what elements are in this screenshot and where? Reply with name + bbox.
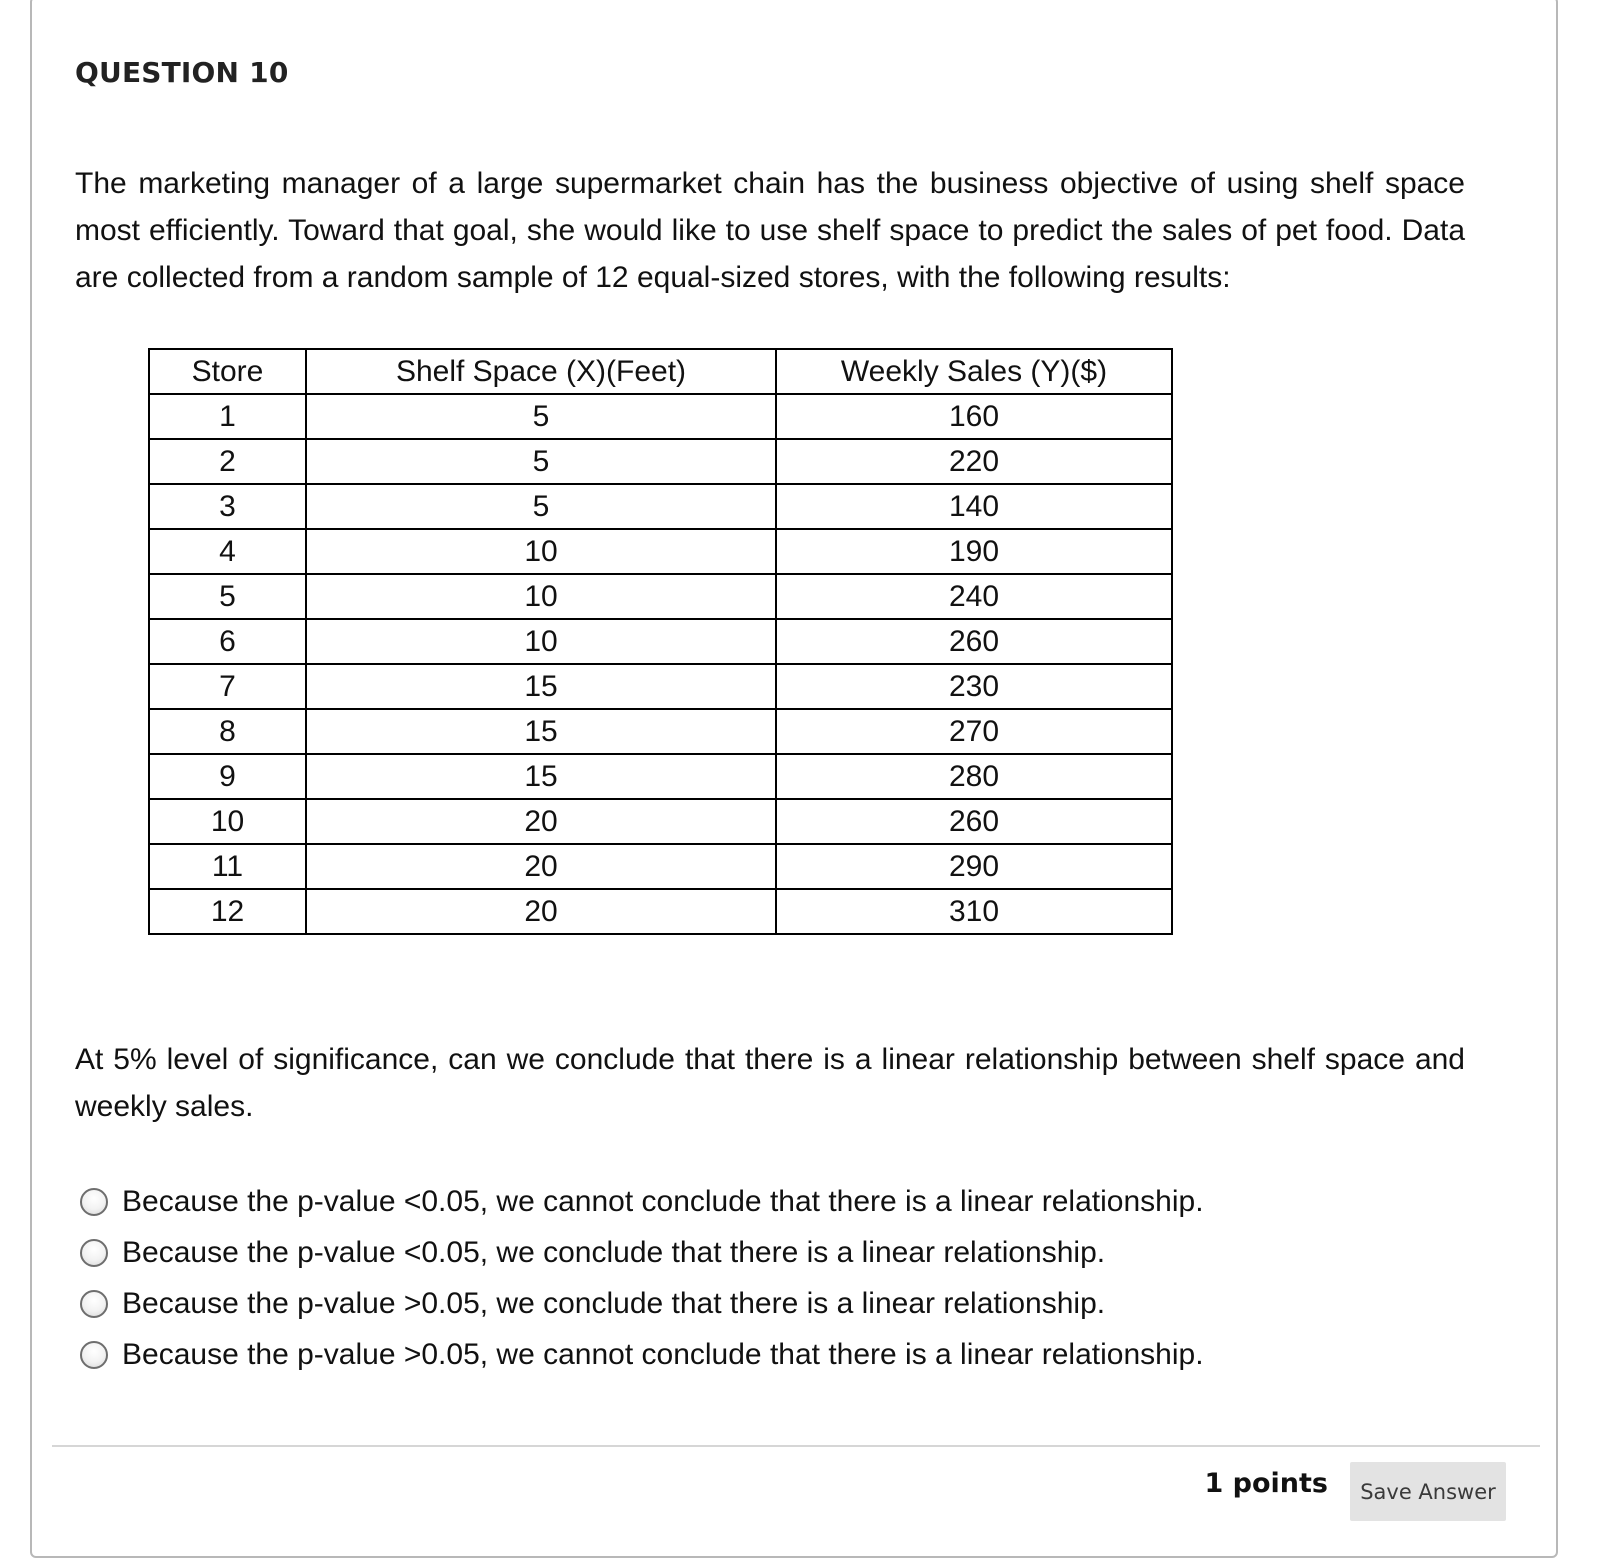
points-label: 1 points <box>1204 1468 1328 1499</box>
cell-shelf-space: 20 <box>306 844 776 889</box>
question-prompt: At 5% level of significance, can we conclude that there is a linear relationship between shelf space and weekly sales. <box>75 1043 1465 1123</box>
cell-store: 9 <box>149 754 306 799</box>
cell-store: 1 <box>149 394 306 439</box>
header-weekly-sales: Weekly Sales (Y)($) <box>776 349 1172 394</box>
cell-store: 7 <box>149 664 306 709</box>
cell-store: 11 <box>149 844 306 889</box>
question-intro: The marketing manager of a large supermarket chain has the business objective of using shelf space most efficiently. Toward that goal, she would like to use shelf space to predict the sales of pet food. Data are collected from a random sample of 12 equal-sized stores, with the following results: <box>75 167 1465 294</box>
cell-shelf-space: 15 <box>306 664 776 709</box>
table-row <box>149 844 1172 889</box>
radio-button[interactable] <box>80 1239 108 1267</box>
cell-store: 4 <box>149 529 306 574</box>
answer-option-4[interactable] <box>80 1329 1204 1380</box>
question-title: QUESTION 10 <box>75 56 289 89</box>
radio-button[interactable] <box>80 1290 108 1318</box>
cell-weekly-sales: 290 <box>776 844 1172 889</box>
table-row <box>149 889 1172 934</box>
cell-weekly-sales: 310 <box>776 889 1172 934</box>
cell-store: 6 <box>149 619 306 664</box>
answer-options <box>80 1176 1204 1380</box>
answer-option-3[interactable] <box>80 1278 1204 1329</box>
cell-store: 12 <box>149 889 306 934</box>
cell-shelf-space: 20 <box>306 799 776 844</box>
table-header-row <box>149 349 1172 394</box>
cell-store: 3 <box>149 484 306 529</box>
table-row <box>149 664 1172 709</box>
header-store: Store <box>149 349 306 394</box>
cell-shelf-space: 15 <box>306 754 776 799</box>
cell-shelf-space: 5 <box>306 439 776 484</box>
cell-shelf-space: 10 <box>306 529 776 574</box>
table-row <box>149 754 1172 799</box>
answer-option-label[interactable]: Because the p-value >0.05, we cannot conclude that there is a linear relationship. <box>122 1337 1204 1371</box>
table-row <box>149 619 1172 664</box>
cell-store: 10 <box>149 799 306 844</box>
table-row <box>149 484 1172 529</box>
answer-option-2[interactable] <box>80 1227 1204 1278</box>
answer-option-label[interactable]: Because the p-value <0.05, we cannot conclude that there is a linear relationship. <box>122 1184 1204 1218</box>
table-row <box>149 709 1172 754</box>
cell-shelf-space: 5 <box>306 484 776 529</box>
radio-button[interactable] <box>80 1188 108 1216</box>
answer-option-label[interactable]: Because the p-value <0.05, we conclude that there is a linear relationship. <box>122 1235 1106 1269</box>
cell-weekly-sales: 280 <box>776 754 1172 799</box>
table-row <box>149 799 1172 844</box>
header-shelf-space: Shelf Space (X)(Feet) <box>306 349 776 394</box>
cell-store: 2 <box>149 439 306 484</box>
answer-option-label[interactable]: Because the p-value >0.05, we conclude that there is a linear relationship. <box>122 1286 1106 1320</box>
table-row <box>149 529 1172 574</box>
cell-weekly-sales: 190 <box>776 529 1172 574</box>
cell-weekly-sales: 140 <box>776 484 1172 529</box>
cell-shelf-space: 15 <box>306 709 776 754</box>
radio-button[interactable] <box>80 1341 108 1369</box>
cell-weekly-sales: 270 <box>776 709 1172 754</box>
save-answer-button[interactable]: Save Answer <box>1350 1462 1506 1521</box>
table-row <box>149 574 1172 619</box>
cell-weekly-sales: 260 <box>776 619 1172 664</box>
cell-weekly-sales: 160 <box>776 394 1172 439</box>
table-row <box>149 439 1172 484</box>
cell-store: 5 <box>149 574 306 619</box>
cell-weekly-sales: 220 <box>776 439 1172 484</box>
cell-shelf-space: 10 <box>306 619 776 664</box>
footer-divider <box>52 1445 1540 1447</box>
answer-option-1[interactable] <box>80 1176 1204 1227</box>
cell-weekly-sales: 240 <box>776 574 1172 619</box>
data-table <box>148 348 1173 935</box>
cell-shelf-space: 10 <box>306 574 776 619</box>
cell-shelf-space: 5 <box>306 394 776 439</box>
cell-weekly-sales: 260 <box>776 799 1172 844</box>
cell-shelf-space: 20 <box>306 889 776 934</box>
table-row <box>149 394 1172 439</box>
cell-weekly-sales: 230 <box>776 664 1172 709</box>
cell-store: 8 <box>149 709 306 754</box>
